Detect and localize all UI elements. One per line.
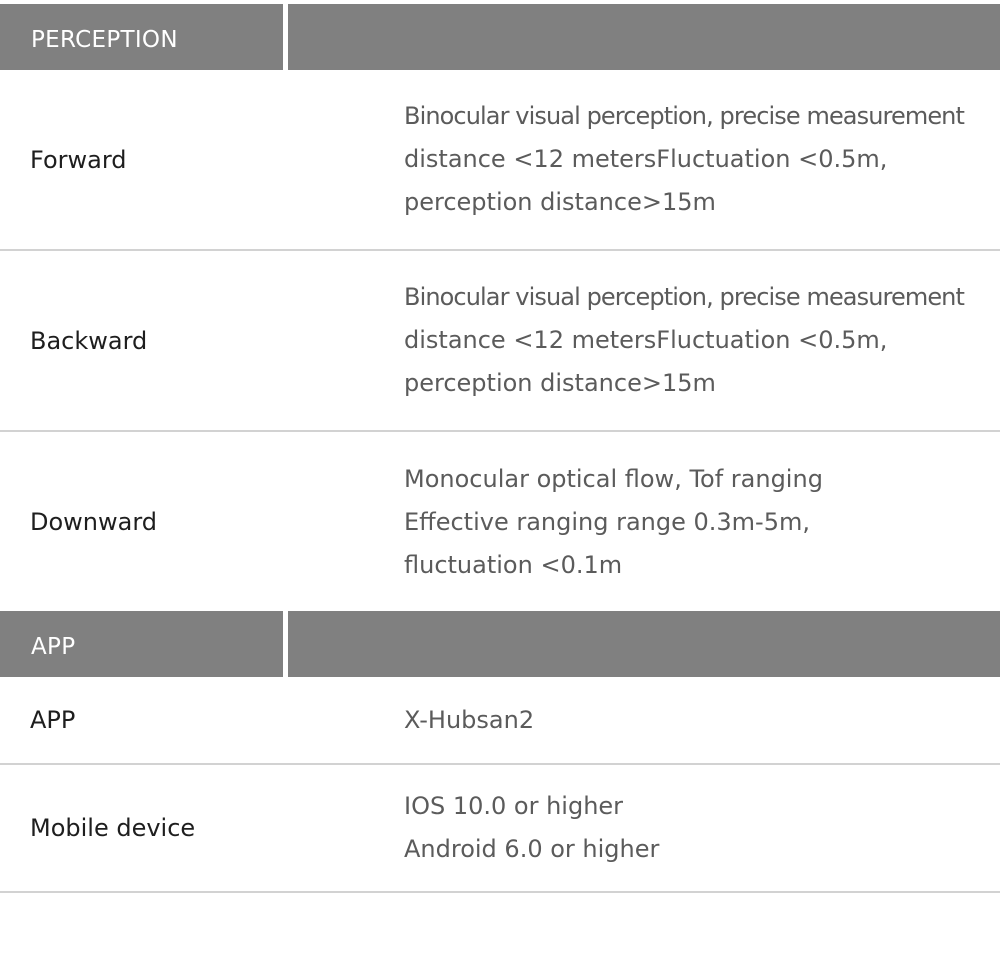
spec-value-line: Monocular optical flow, Tof ranging	[404, 464, 823, 493]
section-title: APP	[31, 634, 76, 660]
section-header-perception	[0, 4, 1000, 70]
spec-value-line: Binocular visual perception, precise measurement	[404, 102, 964, 130]
spec-row-app	[0, 677, 1000, 765]
spec-row-mobile-device	[0, 765, 1000, 893]
spec-value	[404, 677, 980, 763]
spec-row-downward	[0, 432, 1000, 612]
spec-value-line: Android 6.0 or higher	[404, 835, 660, 863]
spec-value	[404, 432, 980, 612]
header-divider	[283, 4, 288, 70]
spec-label: Downward	[30, 508, 158, 536]
spec-value-line: Effective ranging range 0.3m-5m,	[404, 507, 810, 536]
spec-value	[404, 765, 980, 891]
spec-value-line: perception distance>15m	[404, 188, 716, 216]
spec-value-line: Binocular visual perception, precise measurement	[404, 283, 964, 311]
spec-value	[404, 251, 980, 430]
section-title: PERCEPTION	[31, 27, 178, 53]
spec-value-line: distance <12 metersFluctuation <0.5m,	[404, 326, 888, 354]
spec-label: Forward	[30, 145, 127, 174]
header-divider	[283, 611, 288, 677]
section-header-app	[0, 611, 1000, 677]
spec-label: Backward	[30, 326, 148, 355]
spec-row-forward	[0, 70, 1000, 251]
spec-value-line: IOS 10.0 or higher	[404, 792, 624, 820]
spec-row-backward	[0, 251, 1000, 432]
spec-value-line: fluctuation <0.1m	[404, 550, 623, 579]
spec-value-line: X-Hubsan2	[404, 705, 535, 734]
spec-label: Mobile device	[30, 814, 196, 842]
spec-label: APP	[30, 706, 76, 734]
spec-value	[404, 70, 980, 249]
spec-value-line: distance <12 metersFluctuation <0.5m,	[404, 145, 888, 173]
spec-value-line: perception distance>15m	[404, 369, 716, 397]
